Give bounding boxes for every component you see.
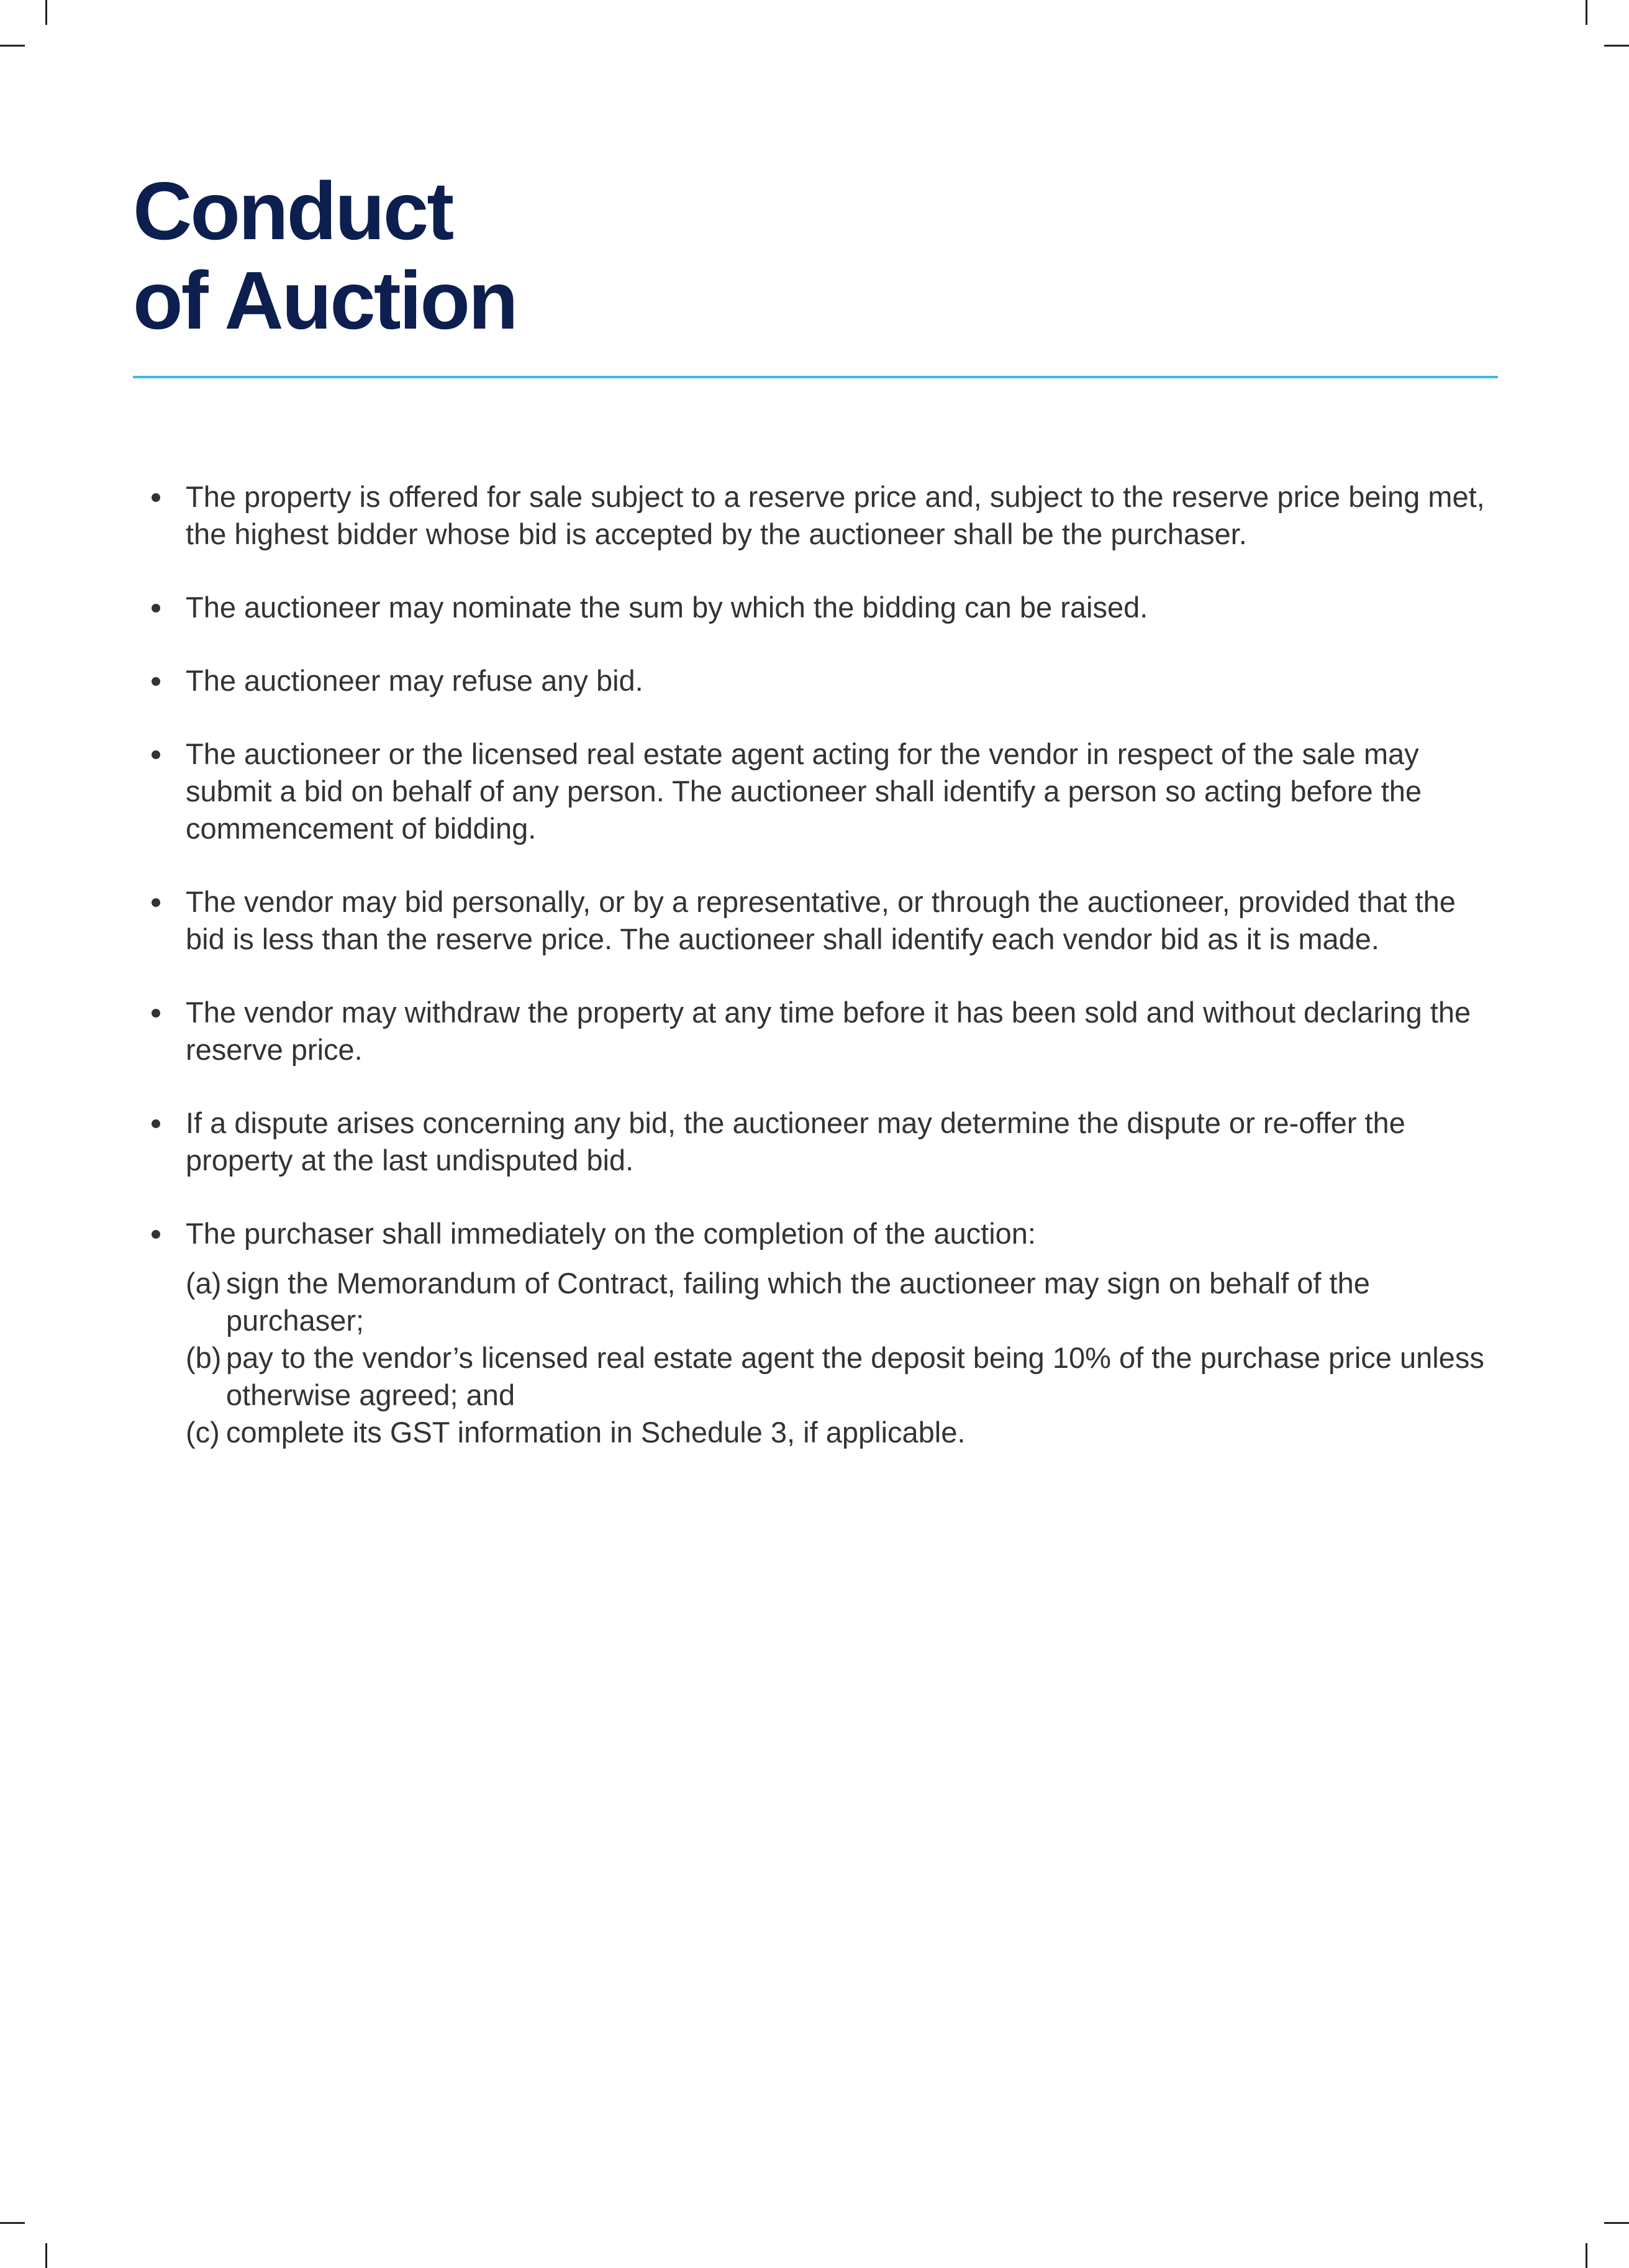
crop-mark — [45, 2243, 47, 2268]
bullet-text: The vendor may bid personally, or by a representative, or through the auctioneer, provided that the bid is less than the reserve price. The auctioneer shall identify each vendor bid as it is made. — [186, 885, 1456, 955]
sub-item — [186, 1265, 1499, 1339]
bullet-list — [133, 478, 1499, 1252]
bullet-item — [133, 1215, 1499, 1252]
sub-item — [186, 1339, 1499, 1414]
sub-item-text: complete its GST information in Schedule 3, if applicable. — [226, 1416, 966, 1449]
bullet-icon — [152, 898, 160, 907]
crop-mark — [1604, 45, 1629, 47]
bullet-icon — [152, 1230, 160, 1239]
bullet-item — [133, 736, 1499, 847]
crop-mark — [1586, 0, 1587, 25]
bullet-text: If a dispute arises concerning any bid, the auctioneer may determine the dispute or re-offer the property at the last undisputed bid. — [186, 1106, 1405, 1177]
sub-item-text: sign the Memorandum of Contract, failing which the auctioneer may sign on behalf of the purchaser; — [226, 1267, 1370, 1337]
crop-mark — [45, 0, 47, 25]
bullet-text: The property is offered for sale subject to a reserve price and, subject to the reserve price being met, the highest bidder whose bid is accepted by the auctioneer shall be the purchaser. — [186, 480, 1485, 550]
crop-mark — [0, 2222, 25, 2224]
bullet-icon — [152, 604, 160, 613]
bullet-icon — [152, 1009, 160, 1018]
bullet-text: The auctioneer may refuse any bid. — [186, 664, 643, 697]
bullet-item — [133, 662, 1499, 699]
bullet-item — [133, 883, 1499, 958]
sub-item-marker: (b) — [186, 1341, 222, 1374]
bullet-text: The auctioneer or the licensed real estate agent acting for the vendor in respect of the sale may submit a bid on behalf of any person. The auctioneer shall identify a person so acting before the commencement of bidding. — [186, 737, 1422, 845]
bullet-text: The purchaser shall immediately on the completion of the auction: — [186, 1217, 1036, 1250]
purchaser-obligations-list — [186, 1265, 1499, 1451]
title-divider — [133, 376, 1498, 378]
bullet-item — [133, 994, 1499, 1068]
title-line-2: of Auction — [133, 255, 517, 346]
page-title — [133, 166, 517, 345]
title-line-1: Conduct — [133, 165, 453, 257]
bullet-icon — [152, 677, 160, 686]
sub-item-text: pay to the vendor’s licensed real estate agent the deposit being 10% of the purchase price unless otherwise agreed; and — [226, 1341, 1484, 1411]
crop-mark — [1604, 2222, 1629, 2224]
sub-item — [186, 1414, 1499, 1451]
bullet-text: The vendor may withdraw the property at any time before it has been sold and without declaring the reserve price. — [186, 996, 1471, 1066]
bullet-icon — [152, 750, 160, 759]
sub-item-marker: (a) — [186, 1267, 222, 1300]
sub-item-marker: (c) — [186, 1416, 220, 1449]
bullet-item — [133, 589, 1499, 626]
crop-mark — [1586, 2243, 1587, 2268]
crop-mark — [0, 45, 25, 47]
bullet-text: The auctioneer may nominate the sum by which the bidding can be raised. — [186, 591, 1148, 624]
bullet-item — [133, 1104, 1499, 1179]
bullet-icon — [152, 1119, 160, 1128]
bullet-icon — [152, 493, 160, 502]
bullet-item — [133, 478, 1499, 553]
auction-conditions — [133, 478, 1499, 1451]
